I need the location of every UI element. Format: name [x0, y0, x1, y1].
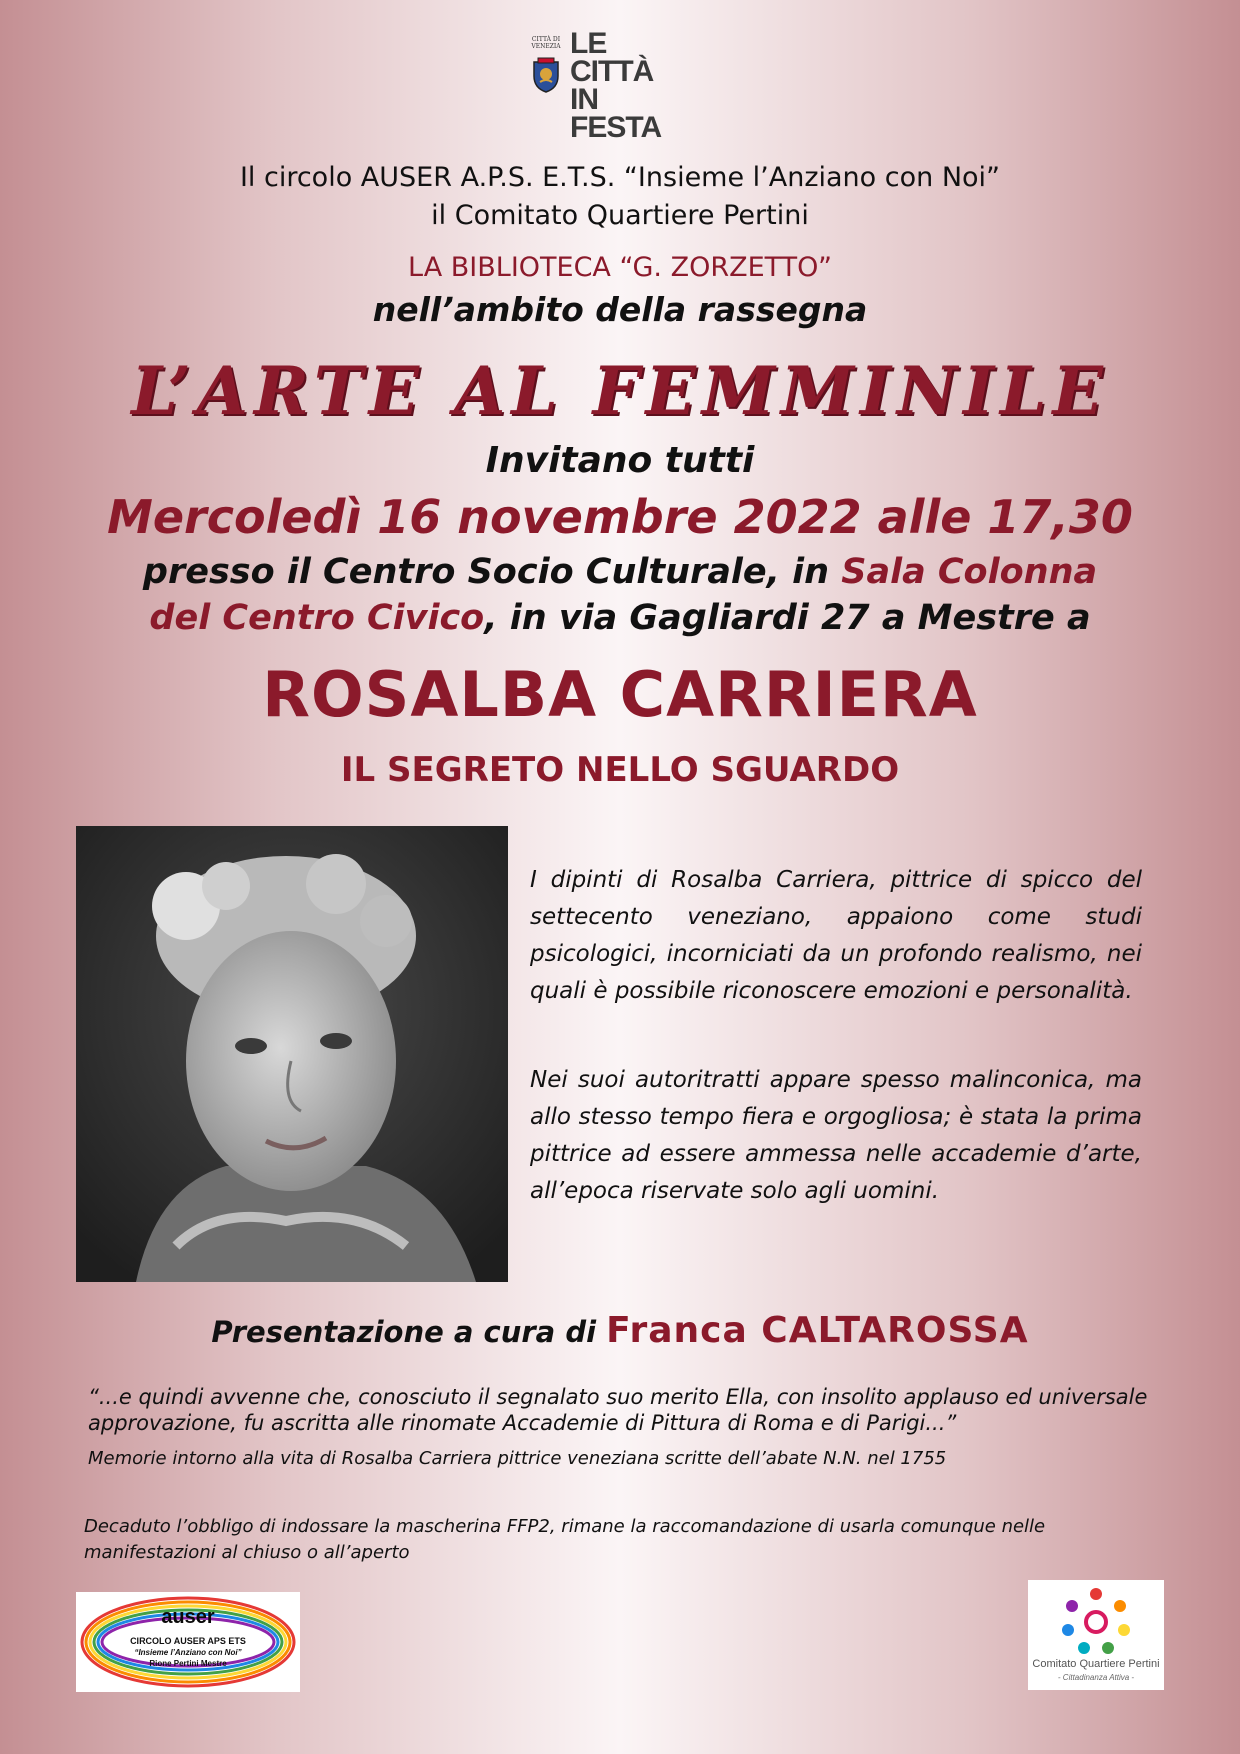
portrait-image — [76, 826, 508, 1282]
city-festival-logo — [528, 28, 678, 154]
venue-line-1 — [0, 552, 1240, 592]
venue-center: del Centro Civico — [149, 598, 485, 638]
wordmark-line: CITTÀ — [570, 55, 654, 88]
auser-brand: auser — [161, 1606, 215, 1628]
presenter-label: Presentazione a cura di — [211, 1315, 597, 1349]
auser-logo — [76, 1592, 300, 1692]
description-paragraph-2: Nei suoi autoritratti appare spesso malinconica, ma allo stesso tempo fiera e orgogliosa; è stata la prima pittrice ad essere ammessa nelle accademie d’arte, all’epoca riservate solo agli uomini. — [530, 1067, 1142, 1204]
crest-label: CITTÀ DI VENEZIA — [531, 36, 561, 50]
presenter-line — [0, 1310, 1240, 1351]
wordmark-line: LE — [570, 27, 607, 60]
auser-motto: “Insieme l’Anziano con Noi” — [134, 1648, 242, 1657]
committee-tagline: - Cittadinanza Attiva - — [1057, 1673, 1135, 1682]
venue-hall: Sala Colonna — [841, 552, 1098, 592]
wordmark-line: IN — [570, 83, 598, 116]
description-paragraph-1: I dipinti di Rosalba Carriera, pittrice di spicco del settecento veneziano, appaiono come studi psicologici, incorniciati da un profondo realismo, nei quali è possibile riconoscere emozioni e personalità. — [530, 867, 1142, 1004]
venue-text: presso il Centro Socio Culturale, in — [142, 552, 842, 592]
committee-name: Comitato Quartiere Pertini — [1032, 1658, 1160, 1670]
mask-notice: Decaduto l’obbligo di indossare la mascherina FFP2, rimane la raccomandazione di usarla comunque nelle manifestazioni al chiuso o all’aperto — [84, 1516, 1046, 1563]
historical-quote: “...e quindi avvenne che, conosciuto il segnalato suo merito Ella, con insolito applauso ed universale approvazione, fu ascritta alle rinomate Accademie di Pittura di Roma e di Parigi...” — [88, 1385, 1148, 1435]
event-subtitle: IL SEGRETO NELLO SGUARDO — [340, 750, 900, 790]
quote-source: Memorie intorno alla vita di Rosalba Carriera pittrice veneziana scritte dell’abate N.N. nel 1755 — [88, 1448, 947, 1469]
people-circle-icon — [1058, 1586, 1134, 1656]
organizer-auser: Il circolo AUSER A.P.S. E.T.S. “Insieme l’Anziano con Noi” — [239, 162, 1001, 193]
series-intro: nell’ambito della rassegna — [372, 290, 868, 329]
artist-name: ROSALBA CARRIERA — [262, 658, 978, 731]
wordmark-line: FESTA — [570, 111, 662, 144]
event-date: Mercoledì 16 novembre 2022 alle 17,30 — [107, 490, 1133, 544]
venice-crest-icon — [530, 54, 562, 94]
committee-logo — [1028, 1580, 1164, 1690]
auser-location: Rione Pertini Mestre — [149, 1659, 227, 1668]
organizer-library: LA BIBLIOTECA “G. ZORZETTO” — [408, 252, 832, 283]
venue-line-2 — [0, 598, 1240, 638]
invite-text: Invitano tutti — [485, 440, 755, 481]
organizer-committee: il Comitato Quartiere Pertini — [431, 200, 809, 231]
presenter-name: Franca CALTAROSSA — [606, 1310, 1029, 1351]
city-festival-wordmark — [570, 27, 662, 144]
venue-address: , in via Gagliardi 27 a Mestre a — [484, 598, 1091, 638]
series-title: L’ARTE AL FEMMINILE — [131, 352, 1109, 430]
auser-circle-name: CIRCOLO AUSER APS ETS — [130, 1636, 246, 1646]
